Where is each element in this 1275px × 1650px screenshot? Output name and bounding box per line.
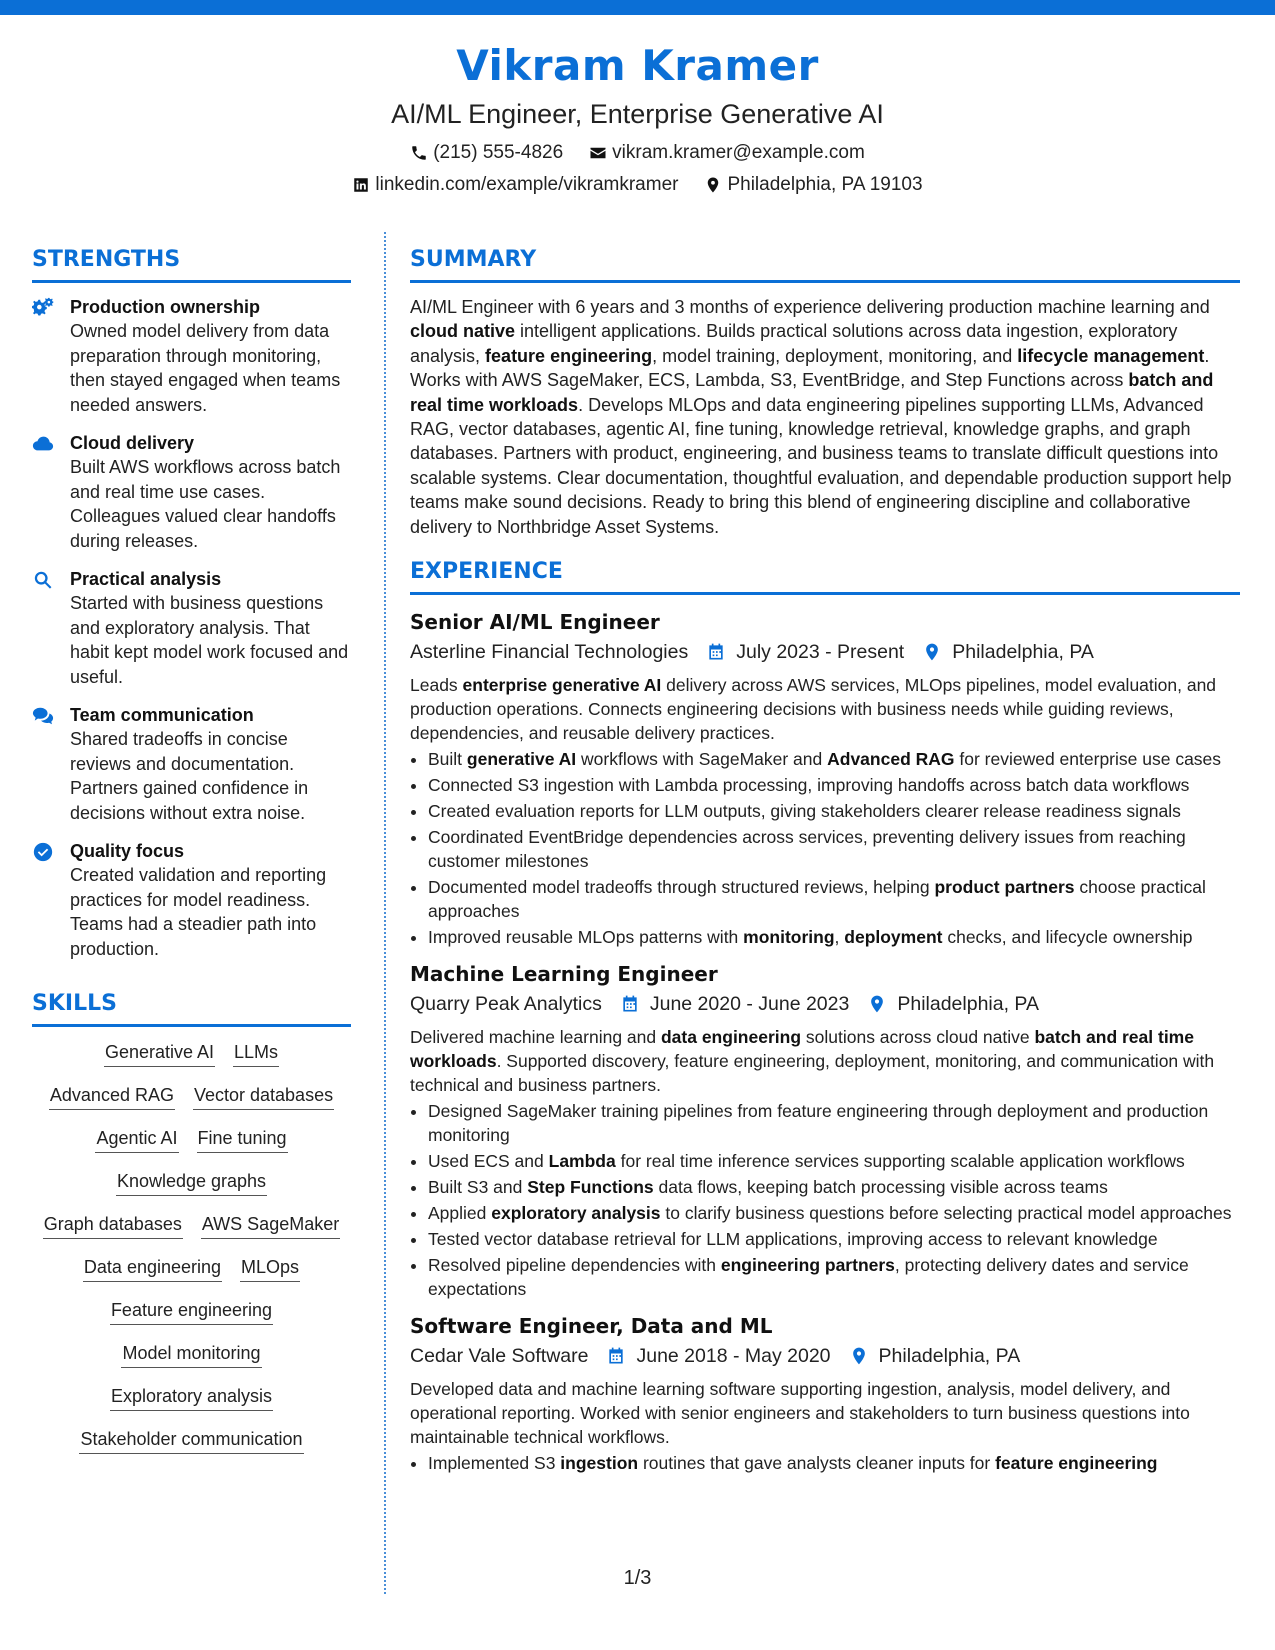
top-accent-bar (0, 0, 1275, 15)
bullet-item (428, 1227, 1240, 1251)
skill-row (32, 1211, 351, 1239)
text-run: Documented model tradeoffs through structured reviews, helping (428, 877, 935, 898)
job-title: Senior AI/ML Engineer (410, 610, 660, 635)
skill-row (32, 1383, 351, 1411)
bullet-item (428, 925, 1240, 949)
bold-text: exploratory analysis (491, 1203, 661, 1224)
text-run: Designed SageMaker training pipelines from feature engineering through deployment and production monitoring (428, 1101, 1209, 1146)
job-meta (410, 989, 1240, 1019)
text-run: Tested vector database retrieval for LLM applications, improving access to relevant knowledge (428, 1229, 1158, 1250)
candidate-name: Vikram Kramer (456, 41, 819, 90)
job-entry (410, 959, 1240, 1301)
strength-title: Team communication (70, 705, 254, 725)
job-dates: June 2020 - June 2023 (649, 993, 850, 1016)
strengths-heading: STRENGTHS (32, 245, 351, 283)
skill-row (32, 1297, 351, 1325)
skill-row (32, 1254, 351, 1282)
skill-tag: Agentic AI (95, 1125, 178, 1153)
strength-title: Cloud delivery (70, 433, 195, 453)
bold-text: Step Functions (527, 1177, 654, 1198)
text-run: AI/ML Engineer with 6 years and 3 months of experience delivering production machine learning and (410, 297, 1210, 317)
job-company: Quarry Peak Analytics (410, 993, 602, 1016)
job-summary (410, 1377, 1240, 1449)
text-run: Developed data and machine learning software supporting ingestion, analysis, model delivery, and operational reporting. Worked with senior engineers and stakeholders to turn business questions into maintainable technical workflows. (410, 1379, 1190, 1448)
job-entry (410, 607, 1240, 949)
linkedin-icon (352, 176, 370, 194)
text-run: Implemented S3 (428, 1453, 561, 1474)
linkedin-contact[interactable] (352, 170, 678, 200)
calendar-icon (620, 994, 640, 1014)
bullet-item (428, 799, 1240, 823)
strength-desc: Built AWS workflows across batch and real time use cases. Colleagues valued clear handoffs during releases. (70, 457, 341, 551)
bold-text: Advanced RAG (827, 749, 955, 770)
skill-tag: MLOps (240, 1254, 300, 1282)
bold-text: batch and real time workloads (410, 1027, 1194, 1072)
skill-tag: Fine tuning (197, 1125, 288, 1153)
bullet-item (428, 1451, 1240, 1475)
text-run: for real time inference services supporting scalable application workflows (615, 1151, 1185, 1172)
job-location: Philadelphia, PA (952, 641, 1094, 664)
text-run: . Develops MLOps and data engineering pipelines supporting LLMs, Advanced RAG, vector databases, agentic AI, fine tuning, knowledge retrieval, knowledge graphs, and graph databases. Partners with product, engineering, and business teams to translate difficult questions into scalable systems. Clear documentation, thoughtful evaluation, and dependable production support help teams make sound decisions. Ready to bring this blend of engineering discipline and collaborative delivery to Northbridge Asset Systems. (410, 394, 1232, 537)
text-run: for reviewed enterprise use cases (954, 749, 1222, 770)
skill-row (32, 1082, 351, 1110)
skill-tag: Stakeholder communication (79, 1426, 303, 1454)
strength-item (32, 431, 351, 553)
job-bullets (410, 1099, 1240, 1301)
location-contact (704, 170, 922, 200)
bold-text: Lambda (548, 1151, 616, 1172)
text-run: Connected S3 ingestion with Lambda processing, improving handoffs across batch data workflows (428, 775, 1190, 796)
bold-text: lifecycle management (1017, 345, 1205, 366)
strength-item (32, 703, 351, 825)
text-run: Coordinated EventBridge dependencies across services, preventing delivery issues from reaching customer milestones (428, 827, 1186, 872)
contact-row-1 (0, 138, 1275, 168)
strength-desc: Owned model delivery from data preparation through monitoring, then stayed engaged when teams needed answers. (70, 321, 341, 415)
bullet-item (428, 773, 1240, 797)
skills-section (32, 989, 351, 1454)
bullet-item (428, 1253, 1240, 1301)
bold-text: feature engineering (485, 345, 653, 366)
candidate-title: AI/ML Engineer, Enterprise Generative AI (391, 99, 884, 129)
map-pin-icon (849, 1346, 869, 1366)
text-run: routines that gave analysts cleaner inputs for (638, 1453, 996, 1474)
skill-tag: AWS SageMaker (201, 1211, 340, 1239)
calendar-icon (606, 1346, 626, 1366)
strength-item (32, 295, 351, 417)
text-run: . Supported discovery, feature engineering, deployment, monitoring, and communication with technical and business partners. (410, 1051, 1215, 1096)
skill-tag: Vector databases (193, 1082, 334, 1110)
bold-text: engineering partners (720, 1255, 895, 1276)
job-title: Machine Learning Engineer (410, 962, 718, 987)
job-location: Philadelphia, PA (897, 993, 1039, 1016)
bold-text: data engineering (660, 1027, 802, 1048)
text-run: Built S3 and (428, 1177, 528, 1198)
strength-title: Quality focus (70, 841, 185, 861)
experience-heading: EXPERIENCE (410, 557, 1240, 595)
bold-text: enterprise generative AI (462, 675, 662, 696)
job-meta (410, 1341, 1240, 1371)
skill-tag: Feature engineering (110, 1297, 273, 1325)
text-run: Created evaluation reports for LLM outputs, giving stakeholders clearer release readiness signals (428, 801, 1181, 822)
skill-tag: Exploratory analysis (110, 1383, 273, 1411)
text-run: checks, and lifecycle ownership (942, 927, 1193, 948)
text-run: to clarify business questions before selecting practical model approaches (660, 1203, 1232, 1224)
bullet-item (428, 875, 1240, 923)
bold-text: product partners (934, 877, 1075, 898)
strength-title: Practical analysis (70, 569, 222, 589)
bullet-item (428, 747, 1240, 771)
summary-heading: SUMMARY (410, 245, 1240, 283)
skill-tag: Knowledge graphs (116, 1168, 267, 1196)
strength-desc: Started with business questions and exploratory analysis. That habit kept model work focused and useful. (70, 593, 349, 687)
job-location: Philadelphia, PA (878, 1345, 1021, 1368)
phone-text: (215) 555-4826 (433, 142, 564, 163)
text-run: workflows with SageMaker and (576, 749, 828, 770)
job-entry (410, 1311, 1240, 1475)
skill-row (32, 1039, 351, 1067)
text-run: Built (428, 749, 467, 770)
job-dates: June 2018 - May 2020 (636, 1345, 831, 1368)
right-column (410, 245, 1240, 1485)
text-run: Used ECS and (428, 1151, 549, 1172)
column-divider (384, 232, 386, 1594)
job-dates: July 2023 - Present (736, 641, 905, 664)
skill-row (32, 1426, 351, 1454)
skill-tag: LLMs (233, 1039, 279, 1067)
skill-tag: Data engineering (83, 1254, 222, 1282)
linkedin-text: linkedin.com/example/vikramkramer (375, 174, 679, 195)
bullet-item (428, 1175, 1240, 1199)
job-summary (410, 673, 1240, 745)
skill-row (32, 1125, 351, 1153)
map-pin-icon (867, 994, 887, 1014)
cloud-icon (32, 433, 54, 455)
envelope-icon (589, 144, 607, 162)
bold-text: batch and real time workloads (410, 370, 1214, 415)
strength-item (32, 567, 351, 689)
text-run: data flows, keeping batch processing visible across teams (653, 1177, 1108, 1198)
bullet-item (428, 1201, 1240, 1225)
skill-tag: Generative AI (104, 1039, 215, 1067)
text-run: solutions across cloud native (801, 1027, 1035, 1048)
check-circle-icon (32, 841, 54, 863)
job-bullets (410, 1451, 1240, 1475)
text-run: , model training, deployment, monitoring, and (652, 345, 1018, 366)
search-icon (32, 569, 54, 591)
bold-text: generative AI (466, 749, 577, 770)
skill-tag: Model monitoring (121, 1340, 261, 1368)
phone-icon (410, 144, 428, 162)
bold-text: cloud native (410, 321, 516, 342)
text-run: delivery across AWS services, MLOps pipelines, model evaluation, and production operations. Connects engineering decisions with business needs while guiding reviews, dependencies, and reusable delivery practices. (410, 675, 1217, 744)
strength-item (32, 839, 351, 961)
text-run: . Works with AWS SageMaker, ECS, Lambda, S3, EventBridge, and Step Functions across (410, 345, 1210, 391)
email-contact[interactable] (589, 138, 865, 168)
experience-list (410, 607, 1240, 1475)
skill-tag: Advanced RAG (49, 1082, 175, 1110)
job-bullets (410, 747, 1240, 949)
job-summary (410, 1025, 1240, 1097)
summary-paragraph (410, 295, 1240, 539)
contact-row-2 (0, 170, 1275, 200)
bullet-item (428, 1099, 1240, 1147)
skill-tag: Graph databases (43, 1211, 183, 1239)
text-run: intelligent applications. Builds practical solutions across data ingestion, exploratory analysis, (410, 321, 1178, 366)
bold-text: ingestion (560, 1453, 639, 1474)
job-meta (410, 637, 1240, 667)
skill-row (32, 1340, 351, 1368)
text-run: choose practical approaches (428, 877, 1206, 922)
bullet-item (428, 1149, 1240, 1173)
map-pin-icon (704, 176, 722, 194)
job-title: Software Engineer, Data and ML (410, 1314, 773, 1339)
calendar-icon (706, 642, 726, 662)
text-run: , (834, 927, 845, 948)
page-number: 1/3 (623, 1567, 652, 1589)
text-run: Leads (410, 675, 463, 696)
strength-desc: Shared tradeoffs in concise reviews and documentation. Partners gained confidence in decisions without extra noise. (70, 729, 309, 823)
job-company: Cedar Vale Software (410, 1345, 589, 1368)
skills-heading: SKILLS (32, 989, 351, 1027)
gears-icon (32, 297, 54, 319)
bold-text: feature engineering (995, 1453, 1158, 1474)
phone-contact[interactable] (410, 138, 563, 168)
map-pin-icon (922, 642, 942, 662)
strength-desc: Created validation and reporting practices for model readiness. Teams had a steadier path into production. (70, 865, 327, 959)
job-company: Asterline Financial Technologies (410, 641, 689, 664)
left-column (32, 245, 351, 1469)
strength-title: Production ownership (70, 297, 261, 317)
bold-text: deployment (844, 927, 943, 948)
location-text: Philadelphia, PA 19103 (727, 174, 923, 195)
skill-row (32, 1168, 351, 1196)
email-text: vikram.kramer@example.com (612, 142, 865, 163)
text-run: Resolved pipeline dependencies with (428, 1255, 721, 1276)
text-run: , protecting delivery dates and service expectations (428, 1255, 1189, 1300)
bullet-item (428, 825, 1240, 873)
bold-text: monitoring (743, 927, 835, 948)
text-run: Delivered machine learning and (410, 1027, 661, 1048)
comments-icon (32, 705, 54, 727)
text-run: Applied (428, 1203, 492, 1224)
text-run: Improved reusable MLOps patterns with (428, 927, 744, 948)
resume-header (0, 40, 1275, 200)
